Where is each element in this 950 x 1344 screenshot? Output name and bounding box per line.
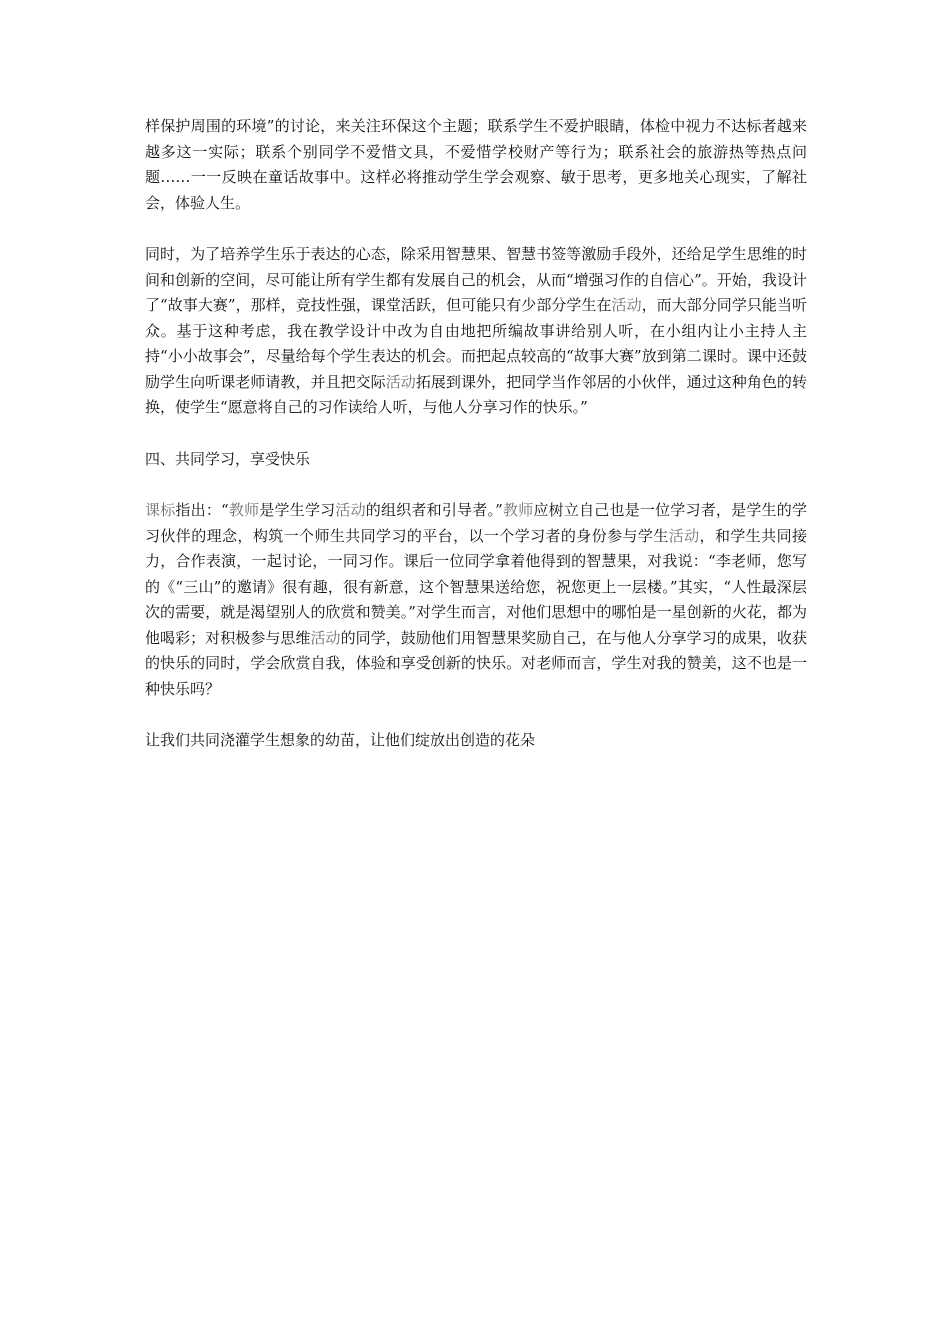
paragraph-1 — [145, 114, 807, 216]
text-run: 拓展到课外，把同学当作邻居的小伙伴，通过这种角色的转换，使学生“愿意将自己的习作读给人听，与他人分享习作的快乐。” — [145, 372, 807, 416]
section-heading — [145, 447, 807, 473]
paragraph-3 — [145, 498, 807, 702]
text-run: ，而大部分同学只能当听众。基于这种考虑，我在教学设计中改为自由地把所编故事讲给别人听，在小组内让小主持人主持“小小故事会”，尽量给每个学生表达的机会。而把起点较高的“故事大赛”放到第二课时。课中还鼓励学生向听课老师请教，并且把交际 — [145, 296, 807, 391]
text-run: 的同学，鼓励他们用智慧果奖励自己，在与他人分享学习的成果，收获的快乐的同时，学会欣赏自我，体验和享受创新的快乐。对老师而言，学生对我的赞美，这不也是一种快乐吗？ — [145, 628, 807, 698]
document-body — [145, 114, 807, 780]
text-run: 四、共同学习，享受快乐 — [145, 449, 311, 468]
inline-link[interactable]: 活动 — [611, 296, 642, 314]
text-run: 同时，为了培养学生乐于表达的心态，除采用智慧果、智慧书签等激励手段外，还给足学生思维的时间和创新的空间，尽可能让所有学生都有发展自己的机会，从而“增强习作的自信心”。开始，我设计了“故事大赛”，那样，竞技性强，课堂活跃，但可能只有少部分学生在 — [145, 245, 807, 314]
text-run: 样保护周围的环境”的讨论，来关注环保这个主题；联系学生不爱护眼睛，体检中视力不达标者越来越多这一实际；联系个别同学不爱惜文具，不爱惜学校财产等行为；联系社会的旅游热等热点问题……一一反映在童话故事中。这样必将推动学生学会观察、敏于思考，更多地关心现实，了解社会，体验人生。 — [145, 117, 807, 212]
inline-link[interactable]: 活动 — [668, 526, 700, 545]
text-run: 的组织者和引导者。” — [365, 501, 503, 519]
text-run: 是学生学习 — [259, 501, 336, 519]
text-run: 让我们共同浇灌学生想象的幼苗，让他们绽放出创造的花朵 — [145, 731, 536, 749]
paragraph-4 — [145, 728, 807, 754]
inline-link[interactable]: 活动 — [310, 628, 341, 647]
inline-link[interactable]: 教师 — [502, 501, 534, 519]
inline-link[interactable]: 活动 — [335, 501, 366, 519]
text-run: 指出：“ — [175, 501, 229, 519]
paragraph-2 — [145, 242, 807, 421]
text-run: ，和学生共同接力，合作表演，一起讨论，一同习作。课后一位同学拿着他得到的智慧果，对我说：“李老师，您写的《“三山”的邀请》很有趣，很有新意，这个智慧果送给您，祝您更上一层楼。”其实，“人性最深层次的需要，就是渴望别人的欣赏和赞美。”对学生而言，对他们思想中的哪怕是一星创新的火花，都为他喝彩；对积极参与思维 — [145, 526, 807, 647]
inline-link[interactable]: 活动 — [385, 372, 416, 391]
inline-link[interactable]: 教师 — [228, 501, 260, 519]
inline-link[interactable]: 课标 — [145, 501, 176, 519]
text-run: 应树立自己也是一位学习者，是学生的学习伙伴的理念，构筑一个师生共同学习的平台，以一个学习者的身份参与学生 — [145, 501, 807, 545]
